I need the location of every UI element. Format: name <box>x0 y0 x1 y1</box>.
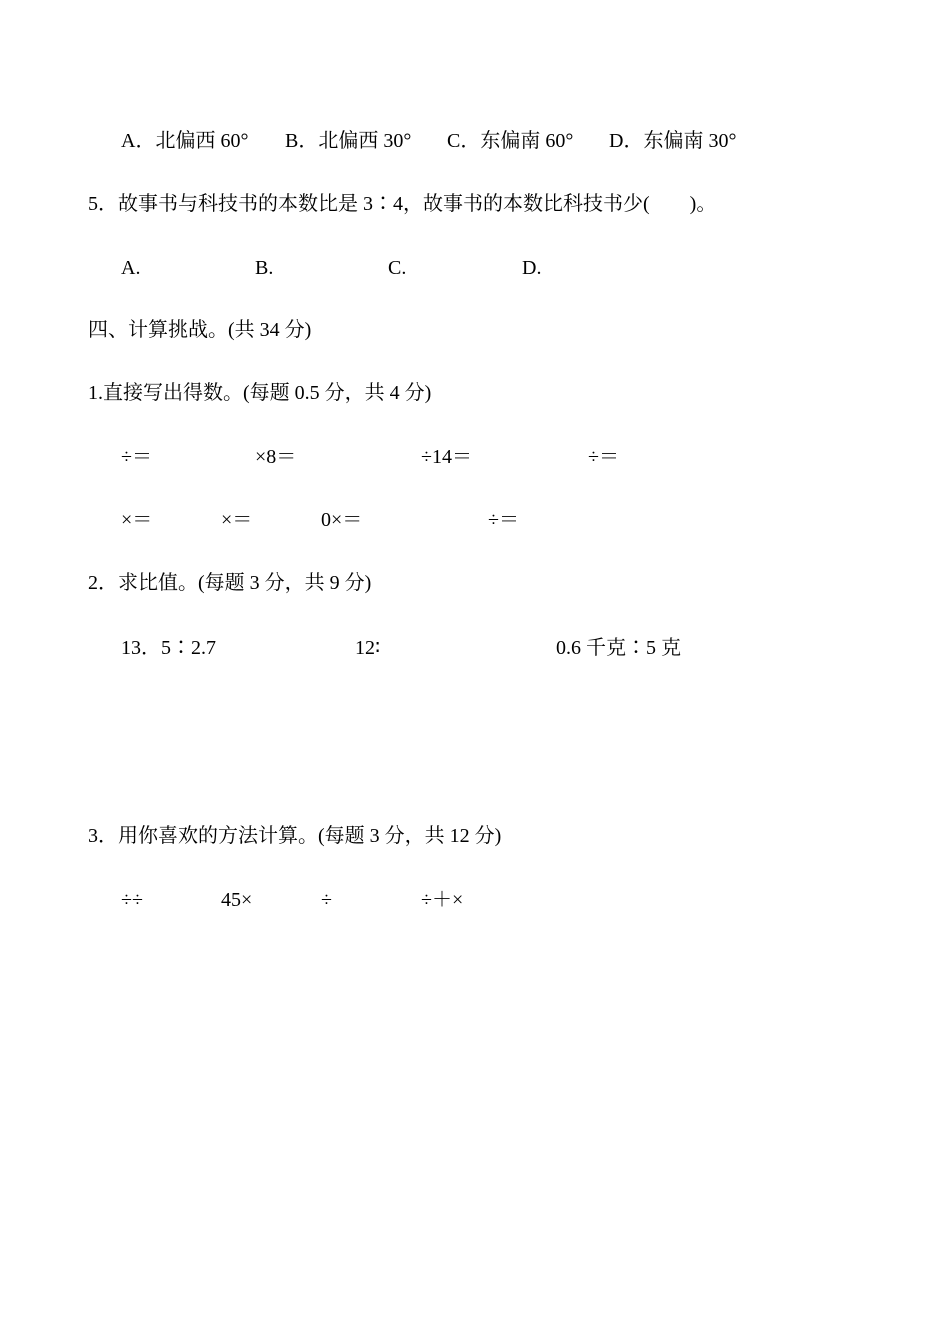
part3-item1: ÷÷ <box>121 889 143 911</box>
part1-r2-item3: 0×＝ <box>321 509 363 531</box>
q5-option-a: A. <box>121 257 141 279</box>
part2-title: 2．求比值。(每题 3 分，共 9 分) <box>88 572 372 594</box>
part1-r2-item4: ÷＝ <box>488 509 519 531</box>
q4-option-d: D．东偏南 30° <box>609 130 737 152</box>
part1-r1-item1: ÷＝ <box>121 446 152 468</box>
part1-title: 1.直接写出得数。(每题 0.5 分，共 4 分) <box>88 382 432 404</box>
q5-option-b: B. <box>255 257 274 279</box>
part1-r2-item1: ×＝ <box>121 509 153 531</box>
part2-item2: 12∶ <box>355 637 381 659</box>
q4-option-c: C．东偏南 60° <box>447 130 574 152</box>
part2-item1: 13．5∶2.7 <box>121 637 216 659</box>
part1-r1-item4: ÷＝ <box>588 446 619 468</box>
part1-r1-item2: ×8＝ <box>255 446 297 468</box>
q4-option-b: B．北偏西 30° <box>285 130 412 152</box>
part1-r1-item3: ÷14＝ <box>421 446 472 468</box>
section-title: 四、计算挑战。(共 34 分) <box>88 319 312 341</box>
part1-r2-item2: ×＝ <box>221 509 253 531</box>
q4-option-a: A．北偏西 60° <box>121 130 249 152</box>
part3-item3: ÷ <box>321 889 332 911</box>
part2-item3: 0.6 千克∶5 克 <box>556 637 681 659</box>
q5-option-c: C. <box>388 257 407 279</box>
q5-option-d: D. <box>522 257 542 279</box>
q5-stem: 5．故事书与科技书的本数比是 3∶4，故事书的本数比科技书少( )。 <box>88 193 717 215</box>
part3-item2: 45× <box>221 889 253 911</box>
part3-title: 3．用你喜欢的方法计算。(每题 3 分，共 12 分) <box>88 825 502 847</box>
part3-item4: ÷＋× <box>421 889 464 911</box>
